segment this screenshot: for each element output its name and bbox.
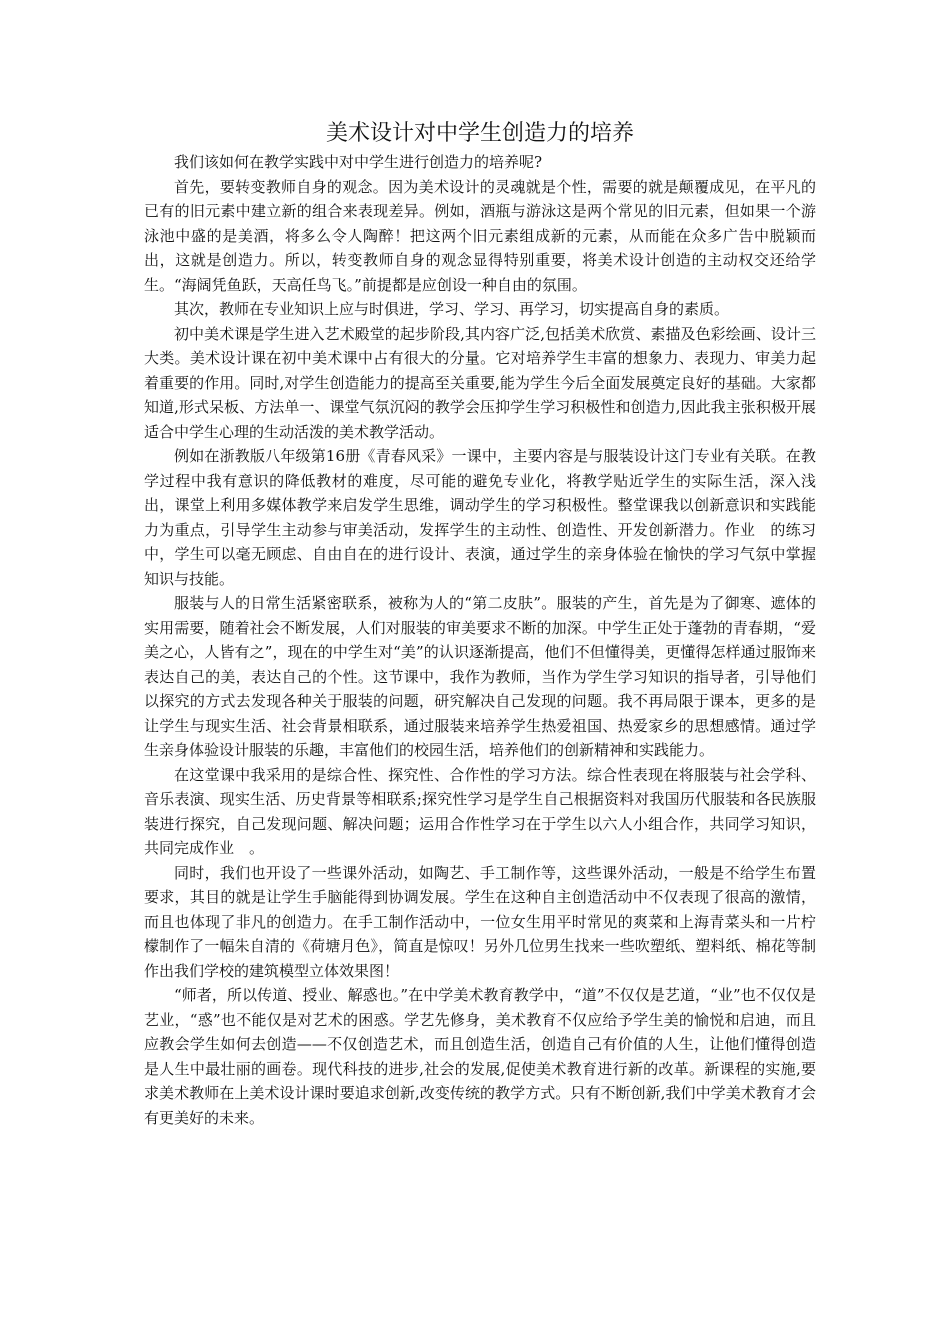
paragraph-6: 服装与人的日常生活紧密联系，被称为人的“第二皮肤”。服装的产生，首先是为了御寒、遮体的实用需要，随着社会不断发展，人们对服装的审美要求不断的加深。中学生正处于蓬勃的青春期，“爱美之心，人皆有之”，现在的中学生对“美”的认识逐渐提高，他们不但懂得美，更懂得怎样通过服饰来表达自己的美，表达自己的个性。这节课中，我作为教师，当作为学生学习知识的指导者，引导他们以探究的方式去发现各种关于服装的问题，研究解决自己发现的问题。我不再局限于课本，更多的是让学生与现实生活、社会背景相联系，通过服装来培养学生热爱祖国、热爱家乡的思想感情。通过学生亲身体验设计服装的乐趣，丰富他们的校园生活，培养他们的创新精神和实践能力。: [144, 594, 816, 759]
paragraph-2: 首先，要转变教师自身的观念。因为美术设计的灵魂就是个性，需要的就是颠覆成见，在平凡的已有的旧元素中建立新的组合来表现差异。例如，酒瓶与游泳这是两个常见的旧元素，但如果一个游泳池中盛的是美酒，将多么令人陶醉！把这两个旧元素组成新的元素，从而能在众多广告中脱颖而出，这就是创造力。所以，转变教师自身的观念显得特别重要，将美术设计创造的主动权交还给学生。“海阔凭鱼跃，天高任鸟飞。”前提都是应创设一种自由的氛围。: [144, 177, 816, 294]
paragraph-8: 同时，我们也开设了一些课外活动，如陶艺、手工制作等，这些课外活动，一般是不给学生布置要求，其目的就是让学生手脑能得到协调发展。学生在这种自主创造活动中不仅表现了很高的激情，而且也体现了非凡的创造力。在手工制作活动中，一位女生用平时常见的爽菜和上海青菜头和一片柠檬制作了一幅朱自清的《荷塘月色》，简直是惊叹！另外几位男生找来一些吹塑纸、塑料纸、棉花等制作出我们学校的建筑模型立体效果图！: [144, 863, 816, 980]
document-title: 美术设计对中学生创造力的培养: [325, 121, 634, 146]
paragraph-3: 其次，教师在专业知识上应与时俱进，学习、学习、再学习，切实提高自身的素质。: [174, 300, 730, 318]
paragraph-5: 例如在浙教版八年级第16册《青春风采》一课中，主要内容是与服装设计这门专业有关联。在教学过程中我有意识的降低教材的难度，尽可能的避免专业化，将教学贴近学生的实际生活，深入浅出，课堂上利用多媒体教学来启发学生思维，调动学生的学习积极性。整堂课我以创新意识和实践能力为重点，引导学生主动参与审美活动，发挥学生的主动性、创造性、开发创新潜力。作业 的练习中，学生可以毫无顾虑、自由自在的进行设计、表演，通过学生的亲身体验在愉快的学习气氛中掌握知识与技能。: [144, 447, 816, 588]
paragraph-1: 我们该如何在教学实践中对中学生进行创造力的培养呢?: [174, 153, 543, 171]
paragraph-4: 初中美术课是学生进入艺术殿堂的起步阶段,其内容广泛,包括美术欣赏、素描及色彩绘画、设计三大类。美术设计课在初中美术课中占有很大的分量。它对培养学生丰富的想象力、表现力、审美力起着重要的作用。同时,对学生创造能力的提高至关重要,能为学生今后全面发展奠定良好的基础。大家都知道,形式呆板、方法单一、课堂气氛沉闷的教学会压抑学生学习积极性和创造力,因此我主张积极开展适合中学生心理的生动活泼的美术教学活动。: [144, 324, 816, 441]
document-page: [144, 118, 816, 1130]
paragraph-7: 在这堂课中我采用的是综合性、探究性、合作性的学习方法。综合性表现在将服装与社会学科、音乐表演、现实生活、历史背景等相联系;探究性学习是学生自己根据资料对我国历代服装和各民族服装进行探究，自己发现问题、解决问题；运用合作性学习在于学生以六人小组合作，共同学习知识，共同完成作业 。: [144, 765, 816, 857]
paragraph-9: “师者，所以传道、授业、解惑也。”在中学美术教育教学中，“道”不仅仅是艺道，“业”也不仅仅是艺业，“惑”也不能仅是对艺术的困惑。学艺先修身，美术教育不仅应给予学生美的愉悦和启迪，而且应教会学生如何去创造——不仅创造艺术，而且创造生活，创造自己有价值的人生，让他们懂得创造是人生中最壮丽的画卷。现代科技的进步,社会的发展,促使美术教育进行新的改革。新课程的实施,要求美术教师在上美术设计课时要追求创新,改变传统的教学方式。只有不断创新,我们中学美术教育才会有更美好的未来。: [144, 986, 816, 1127]
